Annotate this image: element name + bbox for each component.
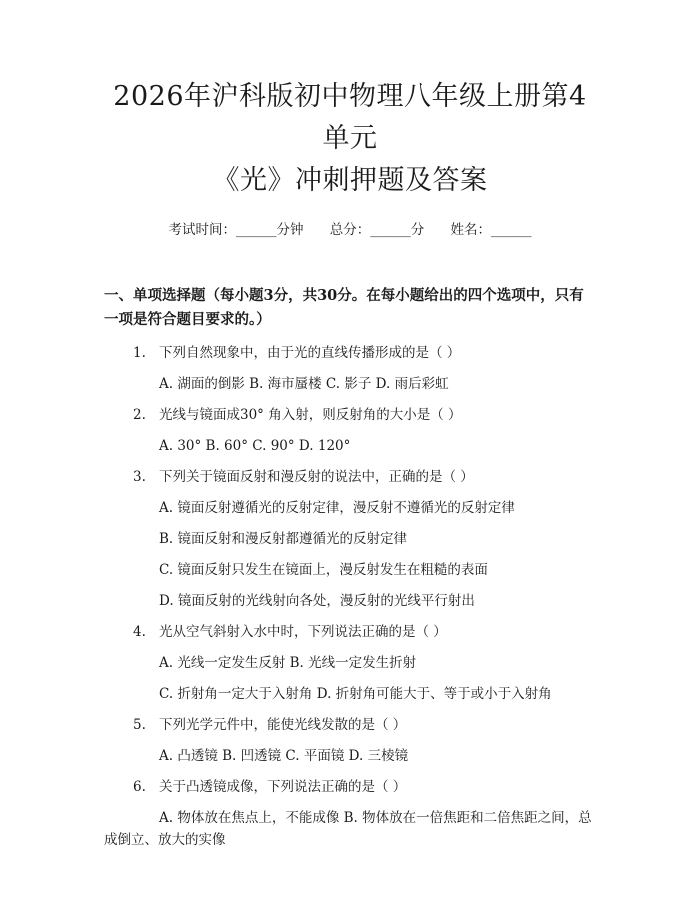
- question-number: 4.: [133, 624, 146, 640]
- document-title: [104, 0, 596, 202]
- question-4-options-ab: A. 光线一定发生反射 B. 光线一定发生折射: [159, 655, 417, 671]
- question-4: [133, 622, 596, 642]
- question-3-option-b: B. 镜面反射和漫反射都遵循光的反射定律: [159, 531, 408, 547]
- question-3: [133, 467, 596, 487]
- question-number: 1.: [133, 345, 146, 361]
- question-text: 光线与镜面成30° 角入射，则反射角的大小是（ ）: [159, 407, 462, 423]
- exam-info: [104, 220, 596, 240]
- question-3-option-d: D. 镜面反射的光线射向各处，漫反射的光线平行射出: [159, 593, 475, 609]
- question-text: 下列关于镜面反射和漫反射的说法中，正确的是（ ）: [159, 469, 474, 485]
- title-line-1: 2026年沪科版初中物理八年级上册第4单元: [113, 81, 587, 154]
- question-5: [133, 715, 596, 735]
- student-name-field: 姓名：______: [450, 222, 532, 238]
- title-line-2: 《光》冲刺押题及答案: [212, 165, 488, 196]
- exam-time-field: 考试时间：______分钟: [168, 222, 304, 238]
- question-list: [104, 343, 596, 851]
- total-score-field: 总分：______分: [329, 222, 425, 238]
- question-6: [133, 777, 596, 797]
- question-2-options: A. 30° B. 60° C. 90° D. 120°: [159, 438, 351, 454]
- section-header: 一、单项选择题（每小题3分，共30分。在每小题给出的四个选项中，只有一项是符合题目要求的。）: [104, 287, 584, 328]
- question-text: 光从空气斜射入水中时，下列说法正确的是（ ）: [159, 624, 447, 640]
- question-number: 2.: [133, 407, 146, 423]
- question-2: [133, 405, 596, 425]
- question-1: [133, 343, 596, 363]
- question-number: 6.: [133, 779, 146, 795]
- question-3-option-a: A. 镜面反射遵循光的反射定律，漫反射不遵循光的反射定律: [159, 500, 515, 516]
- question-5-options: A. 凸透镜 B. 凹透镜 C. 平面镜 D. 三棱镜: [159, 748, 409, 764]
- question-number: 5.: [133, 717, 146, 733]
- question-text: 关于凸透镜成像，下列说法正确的是（ ）: [159, 779, 407, 795]
- question-3-option-c: C. 镜面反射只发生在镜面上，漫反射发生在粗糙的表面: [159, 562, 488, 578]
- question-number: 3.: [133, 469, 146, 485]
- question-text: 下列光学元件中，能使光线发散的是（ ）: [159, 717, 407, 733]
- question-1-options: A. 湖面的倒影 B. 海市蜃楼 C. 影子 D. 雨后彩虹: [159, 376, 449, 392]
- question-6-options: A. 物体放在焦点上，不能成像 B. 物体放在一倍焦距和二倍焦距之间，总成倒立、放大的实像: [104, 810, 592, 848]
- question-4-options-cd: C. 折射角一定大于入射角 D. 折射角可能大于、等于或小于入射角: [159, 686, 552, 702]
- question-text: 下列自然现象中，由于光的直线传播形成的是（ ）: [159, 345, 461, 361]
